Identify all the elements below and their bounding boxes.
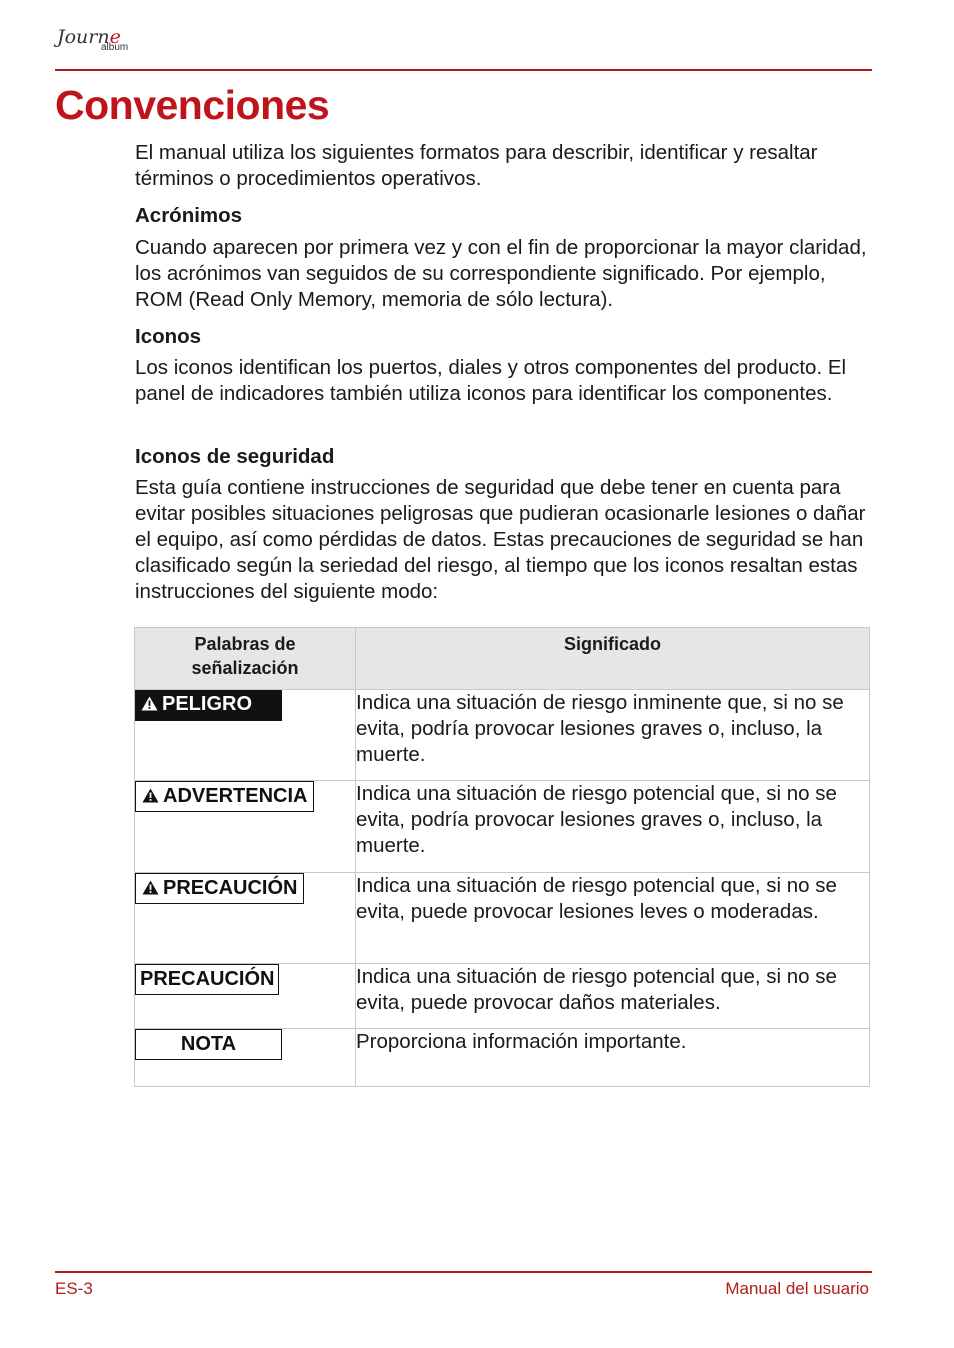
precaucion-triangle-badge: PRECAUCIÓN: [135, 873, 304, 904]
footer-rule: [55, 1271, 872, 1273]
page-number: ES-3: [55, 1279, 93, 1298]
signal-word-cell: [135, 1029, 356, 1087]
description-cell: Indica una situación de riesgo potencial que, si no se evita, puede provocar lesiones leves o moderadas.: [356, 873, 870, 964]
section-text-iconos-seguridad: Esta guía contiene instrucciones de seguridad que debe tener en cuenta para evitar posibles situaciones peligrosas que pudieran ocasionarle lesiones o dañar el equipo, así como pérdidas de datos. Estas precauciones de seguridad se han clasificado según la seriedad del riesgo, al tiempo que los iconos resaltan estas instrucciones del siguiente modo:: [135, 476, 866, 603]
page-title: Convenciones: [55, 82, 330, 128]
table-row: [135, 781, 870, 873]
logo-sub: album: [101, 42, 129, 53]
signal-word-cell: [135, 781, 356, 873]
signal-words-table: [134, 627, 870, 1087]
section-text-iconos: Los iconos identifican los puertos, diales y otros componentes del producto. El panel de indicadores también utiliza iconos para identificar los componentes.: [135, 356, 847, 405]
signal-word-cell: [135, 964, 356, 1029]
description-cell: Indica una situación de riesgo inminente que, si no se evita, podría provocar lesiones graves o, incluso, la muerte.: [356, 690, 870, 781]
nota-badge: NOTA: [135, 1029, 282, 1060]
section-heading-acronimos: Acrónimos: [135, 204, 243, 227]
description-cell: Indica una situación de riesgo potencial que, si no se evita, puede provocar daños materiales.: [356, 964, 870, 1029]
section-heading-iconos: Iconos: [135, 325, 202, 348]
precaucion-badge: PRECAUCIÓN: [135, 964, 279, 995]
manual-name: Manual del usuario: [725, 1279, 869, 1298]
table-row: [135, 1029, 870, 1087]
header-rule: [55, 69, 872, 71]
description-cell: Indica una situación de riesgo potencial que, si no se evita, podría provocar lesiones graves o, incluso, la muerte.: [356, 781, 870, 873]
table-row: [135, 873, 870, 964]
journe-album-logo: Journe album: [57, 26, 129, 53]
signal-word-cell: [135, 873, 356, 964]
description-cell: Proporciona información importante.: [356, 1029, 870, 1087]
section-heading-iconos-seguridad: Iconos de seguridad: [135, 445, 335, 468]
warning-triangle-icon: [142, 788, 159, 803]
table-row: [135, 690, 870, 781]
table-header-cell: Palabras de señalización: [135, 628, 356, 690]
advertencia-badge: ADVERTENCIA: [135, 781, 314, 812]
table-header-cell: Significado: [356, 628, 870, 690]
warning-triangle-icon: [141, 696, 158, 711]
section-text-acronimos: Cuando aparecen por primera vez y con el fin de proporcionar la mayor claridad, los acrónimos van seguidos de su correspondiente significado. Por ejemplo, ROM (Read Only Memory, memoria de sólo lectura).: [135, 236, 867, 311]
intro-text: El manual utiliza los siguientes formatos para describir, identificar y resaltar términos o procedimientos operativos.: [135, 141, 818, 190]
table-row: [135, 964, 870, 1029]
signal-word-cell: [135, 690, 356, 781]
warning-triangle-icon: [142, 880, 159, 895]
peligro-badge: PELIGRO: [135, 690, 282, 721]
table-header-row: [135, 628, 870, 690]
